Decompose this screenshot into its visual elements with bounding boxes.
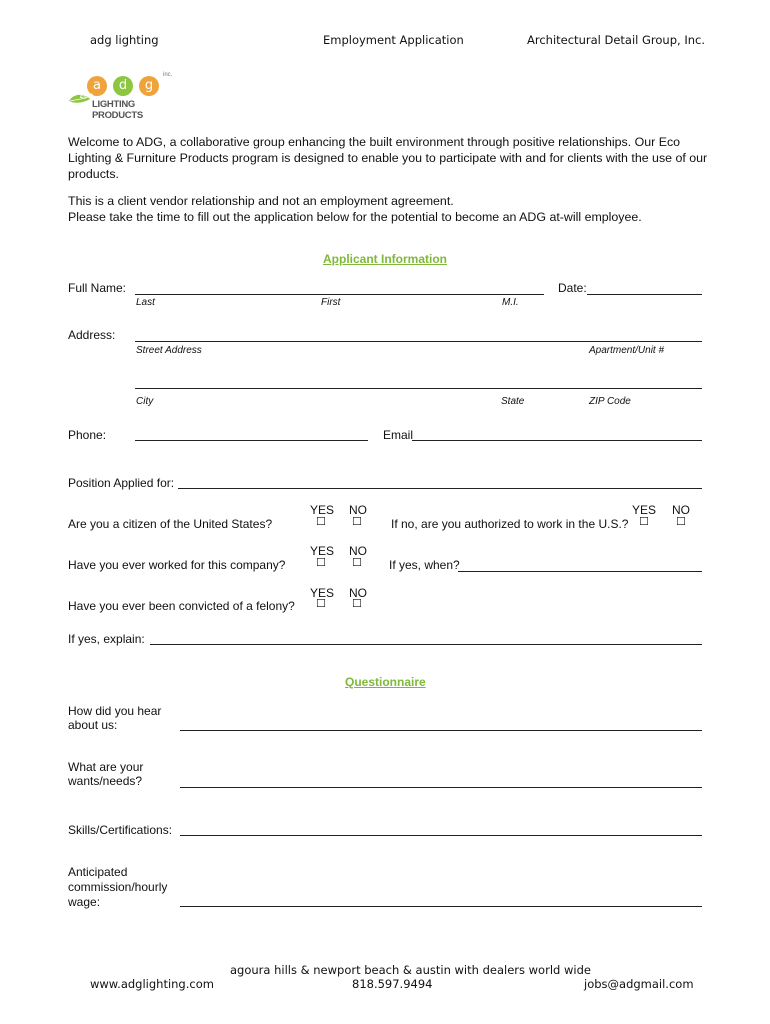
state-caption: State (501, 396, 525, 407)
wage-label-line1: Anticipated (68, 865, 128, 879)
position-label: Position Applied for: (68, 476, 175, 490)
intro-line-1: This is a client vendor relationship and not an employment agreement. (68, 194, 454, 208)
worked-no-checkbox[interactable]: ☐ (352, 556, 362, 569)
wage-label-line3: wage: (68, 895, 101, 909)
felony-yes-checkbox[interactable]: ☐ (316, 597, 326, 610)
middle-initial-caption: M.I. (502, 297, 519, 308)
authorized-yes-label: YES (632, 503, 657, 517)
citizen-question: Are you a citizen of the United States? (68, 517, 273, 531)
felony-yes-label: YES (310, 586, 335, 600)
worked-no-label: NO (349, 544, 367, 558)
logo-letter-d: d (113, 76, 133, 96)
email-field[interactable] (412, 440, 702, 441)
citizen-no-label: NO (349, 503, 367, 517)
street-address-field[interactable] (135, 341, 702, 342)
wants-field[interactable] (180, 787, 702, 788)
full-name-label: Full Name: (68, 281, 127, 295)
logo-inc: inc. (163, 72, 173, 78)
worked-yes-label: YES (310, 544, 335, 558)
last-name-caption: Last (136, 297, 155, 308)
wants-label-line1: What are your (68, 760, 144, 774)
first-name-caption: First (321, 297, 341, 308)
authorized-no-checkbox[interactable]: ☐ (676, 515, 686, 528)
intro-line-2: Please take the time to fill out the application below for the potential to become an ADG at-will employee. (68, 210, 642, 224)
explain-field[interactable] (150, 644, 702, 645)
questionnaire-section-title: Questionnaire (345, 675, 426, 689)
city-state-zip-field[interactable] (135, 388, 702, 389)
phone-field[interactable] (135, 440, 368, 441)
wage-field[interactable] (180, 906, 702, 907)
intro-paragraph: Welcome to ADG, a collaborative group enhancing the built environment through positive relationships. Our Eco Lighting & Furniture Products program is designed to enable you to participate with and for clients with the use of our products. (68, 135, 708, 181)
wants-label-line2: wants/needs? (68, 774, 143, 788)
skills-label: Skills/Certifications: (68, 823, 173, 837)
date-label: Date: (558, 281, 587, 295)
footer-phone: 818.597.9494 (352, 977, 433, 991)
full-name-field[interactable] (135, 294, 544, 295)
applicant-section-title: Applicant Information (323, 252, 447, 266)
felony-no-checkbox[interactable]: ☐ (352, 597, 362, 610)
street-address-caption: Street Address (136, 345, 202, 356)
felony-question: Have you ever been convicted of a felony? (68, 599, 295, 613)
company-logo (68, 70, 178, 121)
footer-website[interactable]: www.adglighting.com (90, 977, 214, 991)
when-field[interactable] (458, 571, 702, 572)
citizen-no-checkbox[interactable]: ☐ (352, 515, 362, 528)
worked-question: Have you ever worked for this company? (68, 558, 286, 572)
citizen-yes-label: YES (310, 503, 335, 517)
footer-locations: agoura hills & newport beach & austin with dealers world wide (230, 963, 591, 977)
logo-products: LIGHTING PRODUCTS (92, 99, 143, 121)
authorized-yes-checkbox[interactable]: ☐ (639, 515, 649, 528)
worked-yes-checkbox[interactable]: ☐ (316, 556, 326, 569)
phone-label: Phone: (68, 428, 107, 442)
address-label: Address: (68, 328, 116, 342)
header-right: Architectural Detail Group, Inc. (527, 33, 705, 47)
explain-label: If yes, explain: (68, 632, 145, 646)
skills-field[interactable] (180, 835, 702, 836)
city-caption: City (136, 396, 154, 407)
hear-label-line2: about us: (68, 718, 118, 732)
email-label: Email (383, 428, 414, 442)
hear-label-line1: How did you hear (68, 704, 162, 718)
header-center: Employment Application (323, 33, 464, 47)
date-field[interactable] (587, 294, 702, 295)
authorized-question: If no, are you authorized to work in the U.S.? (391, 517, 629, 531)
position-field[interactable] (178, 488, 702, 489)
authorized-no-label: NO (672, 503, 690, 517)
apartment-caption: Apartment/Unit # (589, 345, 665, 356)
header-left: adg lighting (90, 33, 159, 47)
logo-letter-g: g (139, 76, 159, 96)
felony-no-label: NO (349, 586, 367, 600)
wage-label-line2: commission/hourly (68, 880, 168, 894)
zip-caption: ZIP Code (589, 396, 631, 407)
footer-email[interactable]: jobs@adgmail.com (584, 977, 694, 991)
when-label: If yes, when? (389, 558, 460, 572)
logo-eco: ECO (80, 94, 94, 100)
hear-field[interactable] (180, 730, 702, 731)
logo-letter-a: a (87, 76, 107, 96)
citizen-yes-checkbox[interactable]: ☐ (316, 515, 326, 528)
